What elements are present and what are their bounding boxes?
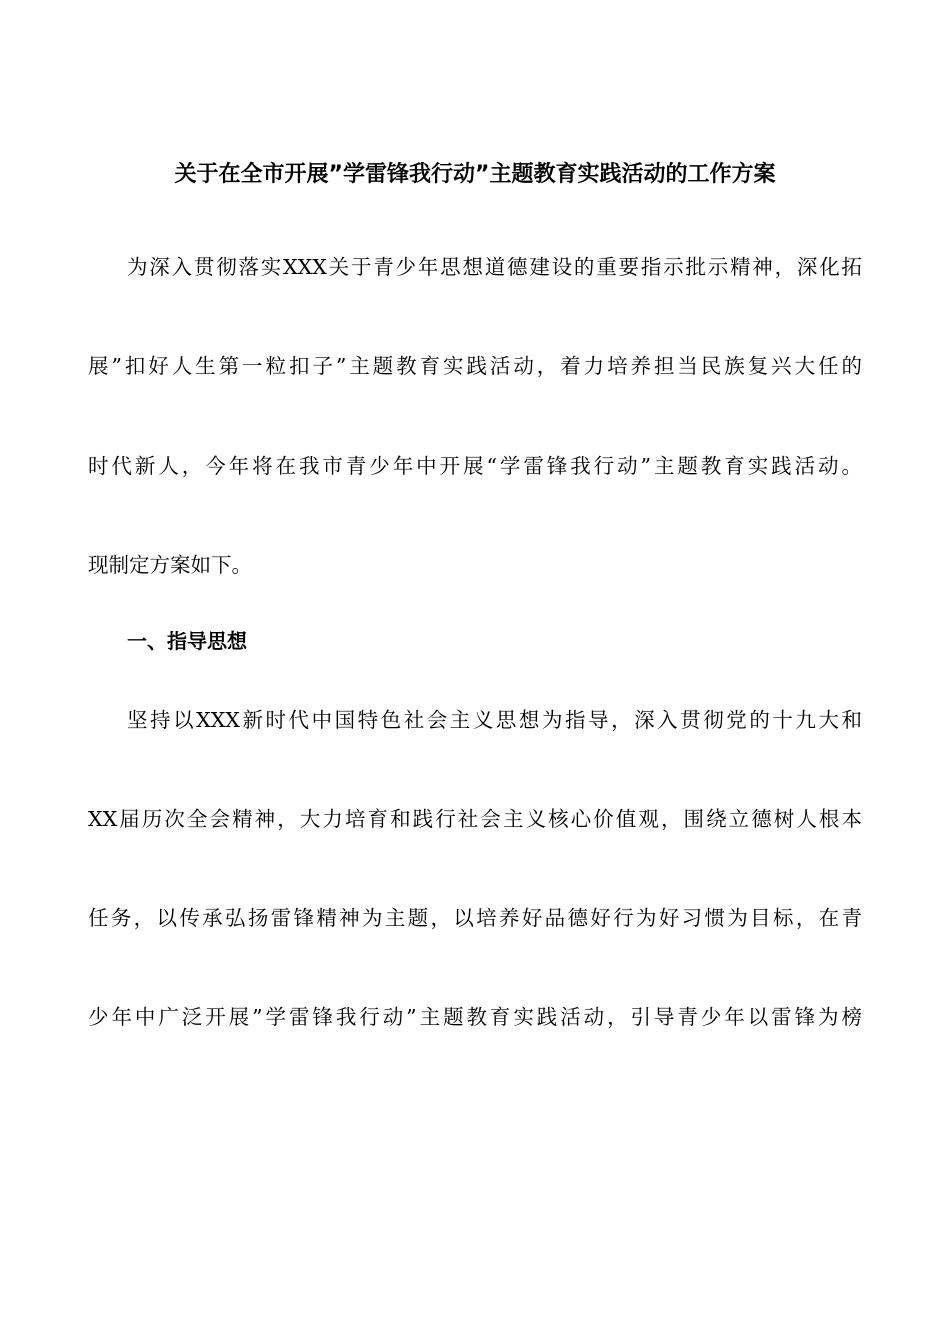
paragraph-2-line-1: 坚持以XXX新时代中国特色社会主义思想为指导，深入贯彻党的十九大和 [127,708,862,732]
paragraph-1-line-3: 时代新人，今年将在我市青少年中开展“学雷锋我行动”主题教育实践活动。 [88,454,862,478]
paragraph-2-line-4: 少年中广泛开展”学雷锋我行动”主题教育实践活动，引导青少年以雷锋为榜 [88,1005,862,1029]
paragraph-1-line-4: 现制定方案如下。 [88,553,252,577]
paragraph-2-line-2: XX届历次全会精神，大力培育和践行社会主义核心价值观，围绕立德树人根本 [88,807,862,831]
paragraph-1-line-2: 展”扣好人生第一粒扣子”主题教育实践活动，着力培养担当民族复兴大任的 [88,354,862,378]
section-heading-guiding-ideology: 一、指导思想 [127,629,247,653]
paragraph-2-line-3: 任务，以传承弘扬雷锋精神为主题，以培养好品德好行为好习惯为目标，在青 [88,906,862,930]
document-title: 关于在全市开展”学雷锋我行动”主题教育实践活动的工作方案 [174,162,776,187]
paragraph-1-line-1: 为深入贯彻落实XXX关于青少年思想道德建设的重要指示批示精神，深化拓 [127,255,862,279]
